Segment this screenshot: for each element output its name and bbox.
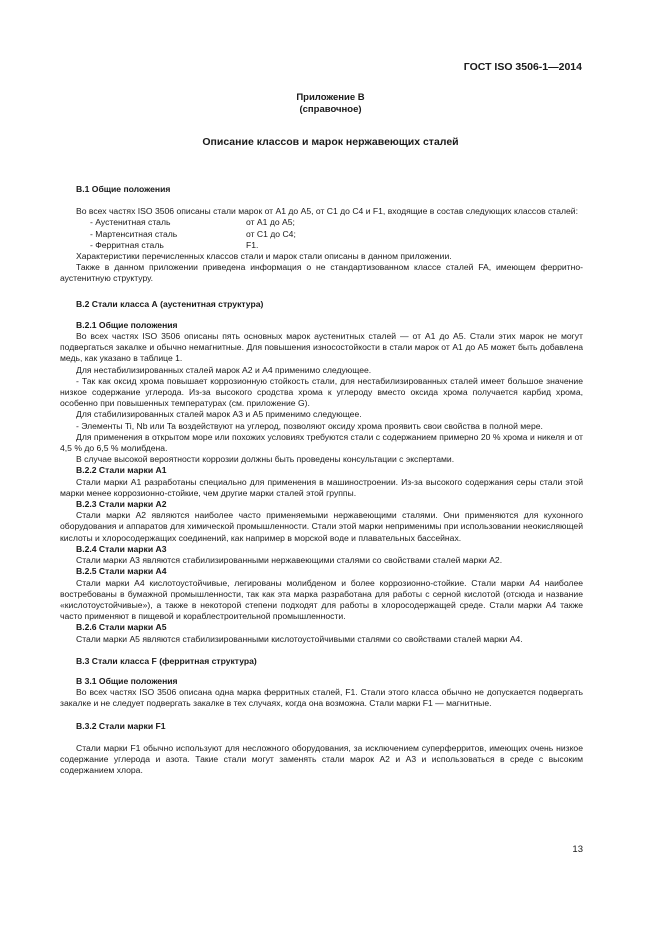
subsection-b22-heading: В.2.2 Стали марки А1 bbox=[76, 465, 167, 476]
main-title: Описание классов и марок нержавеющих сталей bbox=[202, 136, 459, 148]
page-number: 13 bbox=[572, 844, 583, 855]
subsection-b26-heading: В.2.6 Стали марки А5 bbox=[76, 622, 167, 633]
subsection-b25-heading: В.2.5 Стали марки А4 bbox=[76, 566, 167, 577]
paragraph: Стали марки А3 являются стабилизированными нержавеющими сталями со свойствами сталей марки А2. bbox=[76, 555, 503, 566]
paragraph: Для стабилизированных сталей марок А3 и А5 применимо следующее. bbox=[76, 409, 362, 420]
paragraph: Стали марки А1 разработаны специально для применения в машиностроении. Из-за высокого содержания серы стали этой марки менее коррозионно-стойкие, чем другие марки сталей этой группы. bbox=[60, 476, 583, 498]
appendix-title: Приложение В bbox=[296, 92, 365, 103]
document-body bbox=[60, 184, 583, 776]
paragraph: Характеристики перечисленных классов стали и марок стали описаны в данном приложении. bbox=[76, 251, 452, 262]
paragraph: - Так как оксид хрома повышает коррозионную стойкость стали, для нестабилизированных сталей имеет большое значение низкое содержание углерода. Из-за высокого сродства хрома к углероду вместо оксида хрома получается карбид хрома, особенно при повышенных температурах (см. приложение G). bbox=[60, 375, 583, 409]
list-item-name: - Мартенситная сталь bbox=[90, 228, 178, 239]
subsection-b21-heading: В.2.1 Общие положения bbox=[76, 319, 178, 330]
list-item bbox=[90, 229, 583, 240]
subsection-b32-heading: В.3.2 Стали марки F1 bbox=[76, 720, 166, 731]
paragraph: Во всех частях ISO 3506 описана одна марка ферритных сталей, F1. Стали этого класса обычно не допускается подвергать закалке и не следует подвергать закалке в тех случаях, когда она возможна. Стали марки F1 — магнитные. bbox=[60, 687, 583, 709]
subsection-b23-heading: В.2.3 Стали марки А2 bbox=[76, 499, 167, 510]
paragraph: Для нестабилизированных сталей марок А2 и А4 применимо следующее. bbox=[76, 364, 372, 375]
paragraph: Стали марки F1 обычно используют для несложного оборудования, за исключением суперферритов, имеющих очень низкое содержание углерода и азота. Такие стали могут заменять стали марок А2 и А3 и использоваться в среде с высоким содержанием хлора. bbox=[60, 742, 583, 776]
section-b2-heading: В.2 Стали класса А (аустенитная структура) bbox=[76, 298, 264, 309]
paragraph: Для применения в открытом море или похожих условиях требуются стали с содержанием примерно 20 % хрома и никеля и от 4,5 % до 6,5 % молибдена. bbox=[60, 431, 583, 454]
list-item bbox=[90, 217, 583, 228]
paragraph: Во всех частях ISO 3506 описаны пять основных марок аустенитных сталей — от А1 до А5. Стали этих марок не могут подвергаться закалке и обычно немагнитные. Для повышения износостойкости в стали марок от А1 до А5 может быть добавлена медь, как указано в таблице 1. bbox=[60, 331, 583, 364]
paragraph: В случае высокой вероятности коррозии должны быть проведены консультации с экспертами. bbox=[76, 454, 455, 465]
list-item-name: - Аустенитная сталь bbox=[90, 217, 171, 228]
paragraph: Также в данном приложении приведена информация о не стандартизованном классе сталей FA, имеющем ферритно-аустенитную структуру. bbox=[60, 262, 583, 284]
appendix-heading bbox=[0, 92, 661, 116]
list-item-value: от С1 до С4; bbox=[246, 228, 296, 239]
list-item-value: F1. bbox=[246, 239, 259, 250]
document-code: ГОСТ ISO 3506-1—2014 bbox=[463, 61, 582, 73]
list-item-name: - Ферритная сталь bbox=[90, 239, 164, 250]
paragraph: Стали марки А5 являются стабилизированными кислотоустойчивыми сталями со свойствами сталей марки А4. bbox=[76, 633, 523, 644]
paragraph: Стали марки А2 являются наиболее часто применяемыми нержавеющими сталями. Они применяются для кухонного оборудования и аппаратов для химической промышленности. Стали этой марки неприменимы при использовании неокисляющей кислоты и хлоросодержащих соединений, как например в морской воде и плавательных бассейнах. bbox=[60, 510, 583, 543]
list-item-value: от А1 до А5; bbox=[246, 217, 295, 228]
appendix-subtitle: (справочное) bbox=[299, 104, 362, 115]
paragraph: - Элементы Ti, Nb или Ta воздействуют на углерод, позволяют оксиду хрома проявить свои свойства в полной мере. bbox=[76, 420, 543, 431]
paragraph: Во всех частях ISO 3506 описаны стали марок от А1 до А5, от С1 до С4 и F1, входящие в состав следующих классов сталей: bbox=[76, 206, 578, 217]
list-item bbox=[90, 240, 583, 251]
section-b3-heading: В.3 Стали класса F (ферритная структура) bbox=[76, 655, 257, 666]
paragraph: Стали марки А4 кислотоустойчивые, легированы молибденом и более коррозионно-стойкие. Стали марки А4 наиболее востребованы в бумажной промышленности, так как эта марка разработана для работы с серной кислотой (отсюда и название «кислотоустойчивые»), а также в некоторой степени подходят для работы в хлоросодержащей среде. Стали марки А4 также часто применяют в пищевой и кораблестроительной промышленности. bbox=[60, 577, 583, 622]
subsection-b24-heading: В.2.4 Стали марки А3 bbox=[76, 543, 167, 554]
subsection-b31-heading: В 3.1 Общие положения bbox=[76, 675, 178, 686]
section-b1-heading: В.1 Общие положения bbox=[76, 184, 171, 194]
